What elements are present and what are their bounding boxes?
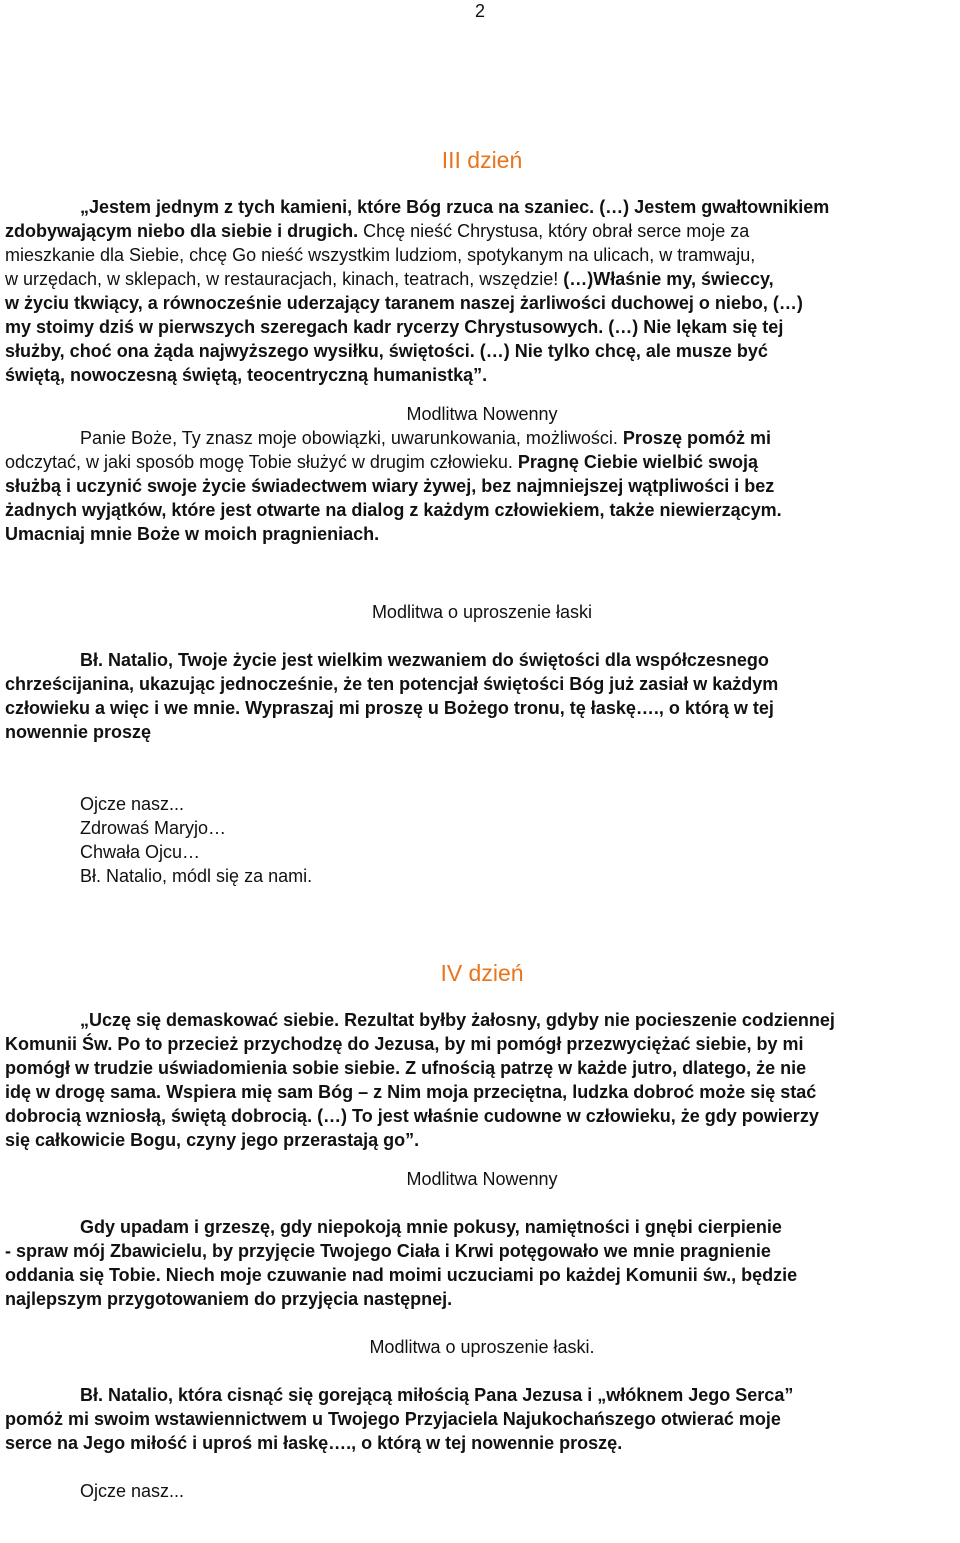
- litany-line: Zdrowaś Maryjo…: [80, 818, 227, 838]
- prayer-line: Umacniaj mnie Boże w moich pragnieniach.: [5, 524, 380, 544]
- litany-line: Ojcze nasz...: [80, 794, 185, 814]
- prayer-line: służbą i uczynić swoje życie świadectwem wiary żywej, bez najmniejszej wątpliwości i bez: [5, 476, 775, 496]
- prayer-line: Bł. Natalio, która cisnąć się gorejącą miłością Pana Jezusa i „włóknem Jego Serca”: [80, 1385, 794, 1405]
- day-3-grace-prayer: [5, 648, 959, 744]
- day-4-litany: [5, 1479, 959, 1503]
- day-3-quote: [5, 195, 959, 387]
- prayer-line: człowieku a więc i we mnie. Wypraszaj mi proszę u Bożego tronu, tę łaskę…., o którą w tej: [5, 698, 774, 718]
- day-4-grace-prayer: [5, 1383, 959, 1455]
- quote-line: dobrocią wzniosłą, świętą dobrocią. (…) To jest właśnie cudowne w człowieku, że gdy powierzy: [5, 1106, 819, 1126]
- prayer-line: nowennie proszę: [5, 722, 152, 742]
- litany-line: Chwała Ojcu…: [80, 842, 201, 862]
- quote-line: w urzędach, w sklepach, w restauracjach, kinach, teatrach, wszędzie! (…)Właśnie my, świeccy,: [5, 269, 774, 289]
- prayer-line: serce na Jego miłość i uproś mi łaskę…., o którą w tej nowennie proszę.: [5, 1433, 623, 1453]
- novena-prayer-title: Modlitwa Nowenny: [406, 1169, 558, 1189]
- prayer-line: chrześcijanina, ukazując jednocześnie, że ten potencjał świętości Bóg już zasiał w każdym: [5, 674, 779, 694]
- prayer-line: odczytać, w jaki sposób mogę Tobie służyć w drugim człowieku. Pragnę Ciebie wielbić swoją: [5, 452, 758, 472]
- litany-line: Bł. Natalio, módl się za nami.: [80, 866, 313, 886]
- quote-line: świętą, nowoczesną świętą, teocentryczną humanistką”.: [5, 365, 488, 385]
- prayer-line: - spraw mój Zbawicielu, by przyjęcie Twojego Ciała i Krwi potęgowało we mnie pragnienie: [5, 1241, 771, 1261]
- prayer-line: żadnych wyjątków, które jest otwarte na dialog z każdym człowiekiem, także niewierzącym.: [5, 500, 782, 520]
- day-3-litany: [5, 792, 959, 888]
- document-body: [5, 145, 959, 1503]
- quote-line: pomógł w trudzie uświadomienia sobie siebie. Z ufnością patrzę w każde jutro, dlatego, że nie: [5, 1058, 807, 1078]
- grace-prayer-title: Modlitwa o uproszenie łaski.: [369, 1337, 595, 1357]
- quote-line: się całkowicie Bogu, czyny jego przerastają go”.: [5, 1130, 420, 1150]
- day-4-quote: [5, 1008, 959, 1152]
- prayer-line: najlepszym przygotowaniem do przyjęcia następnej.: [5, 1289, 453, 1309]
- grace-prayer-title: Modlitwa o uproszenie łaski: [371, 602, 593, 622]
- day-4-title: IV dzień: [440, 960, 524, 986]
- novena-prayer-title: Modlitwa Nowenny: [406, 404, 558, 424]
- quote-line: Komunii Św. Po to przecież przychodzę do Jezusa, by mi pomógł przezwyciężać siebie, by mi: [5, 1034, 804, 1054]
- litany-line: Ojcze nasz...: [80, 1481, 185, 1501]
- quote-line: zdobywającym niebo dla siebie i drugich. Chcę nieść Chrystusa, który obrał serce moje za: [5, 221, 750, 241]
- prayer-line: Panie Boże, Ty znasz moje obowiązki, uwarunkowania, możliwości. Proszę pomóż mi: [80, 428, 771, 448]
- day-3-title: III dzień: [441, 147, 523, 173]
- quote-line: my stoimy dziś w pierwszych szeregach kadr rycerzy Chrystusowych. (…) Nie lękam się tej: [5, 317, 784, 337]
- quote-line: służby, choć ona żąda najwyższego wysiłku, świętości. (…) Nie tylko chcę, ale musze być: [5, 341, 768, 361]
- quote-line: idę w drogę sama. Wspiera mię sam Bóg – z Nim moja przeciętna, ludzka dobroć może się stać: [5, 1082, 817, 1102]
- prayer-line: pomóż mi swoim wstawiennictwem u Twojego Przyjaciela Najukochańszego otwierać moje: [5, 1409, 781, 1429]
- prayer-line: oddania się Tobie. Niech moje czuwanie nad moimi uczuciami po każdej Komunii św., będzie: [5, 1265, 798, 1285]
- page-number: 2: [474, 1, 485, 21]
- quote-line: „Jestem jednym z tych kamieni, które Bóg rzuca na szaniec. (…) Jestem gwałtownikiem: [80, 197, 830, 217]
- day-3-novena-prayer: [5, 426, 959, 546]
- prayer-line: Bł. Natalio, Twoje życie jest wielkim wezwaniem do świętości dla współczesnego: [80, 650, 769, 670]
- day-4-novena-prayer: [5, 1215, 959, 1311]
- quote-line: w życiu tkwiący, a równocześnie uderzający taranem naszej żarliwości duchowej o niebo, (…): [5, 293, 803, 313]
- quote-line: mieszkanie dla Siebie, chcę Go nieść wszystkim ludziom, spotykanym na ulicach, w tramwaju,: [5, 245, 756, 265]
- quote-line: „Uczę się demaskować siebie. Rezultat byłby żałosny, gdyby nie pocieszenie codziennej: [80, 1010, 835, 1030]
- prayer-line: Gdy upadam i grzeszę, gdy niepokoją mnie pokusy, namiętności i gnębi cierpienie: [80, 1217, 782, 1237]
